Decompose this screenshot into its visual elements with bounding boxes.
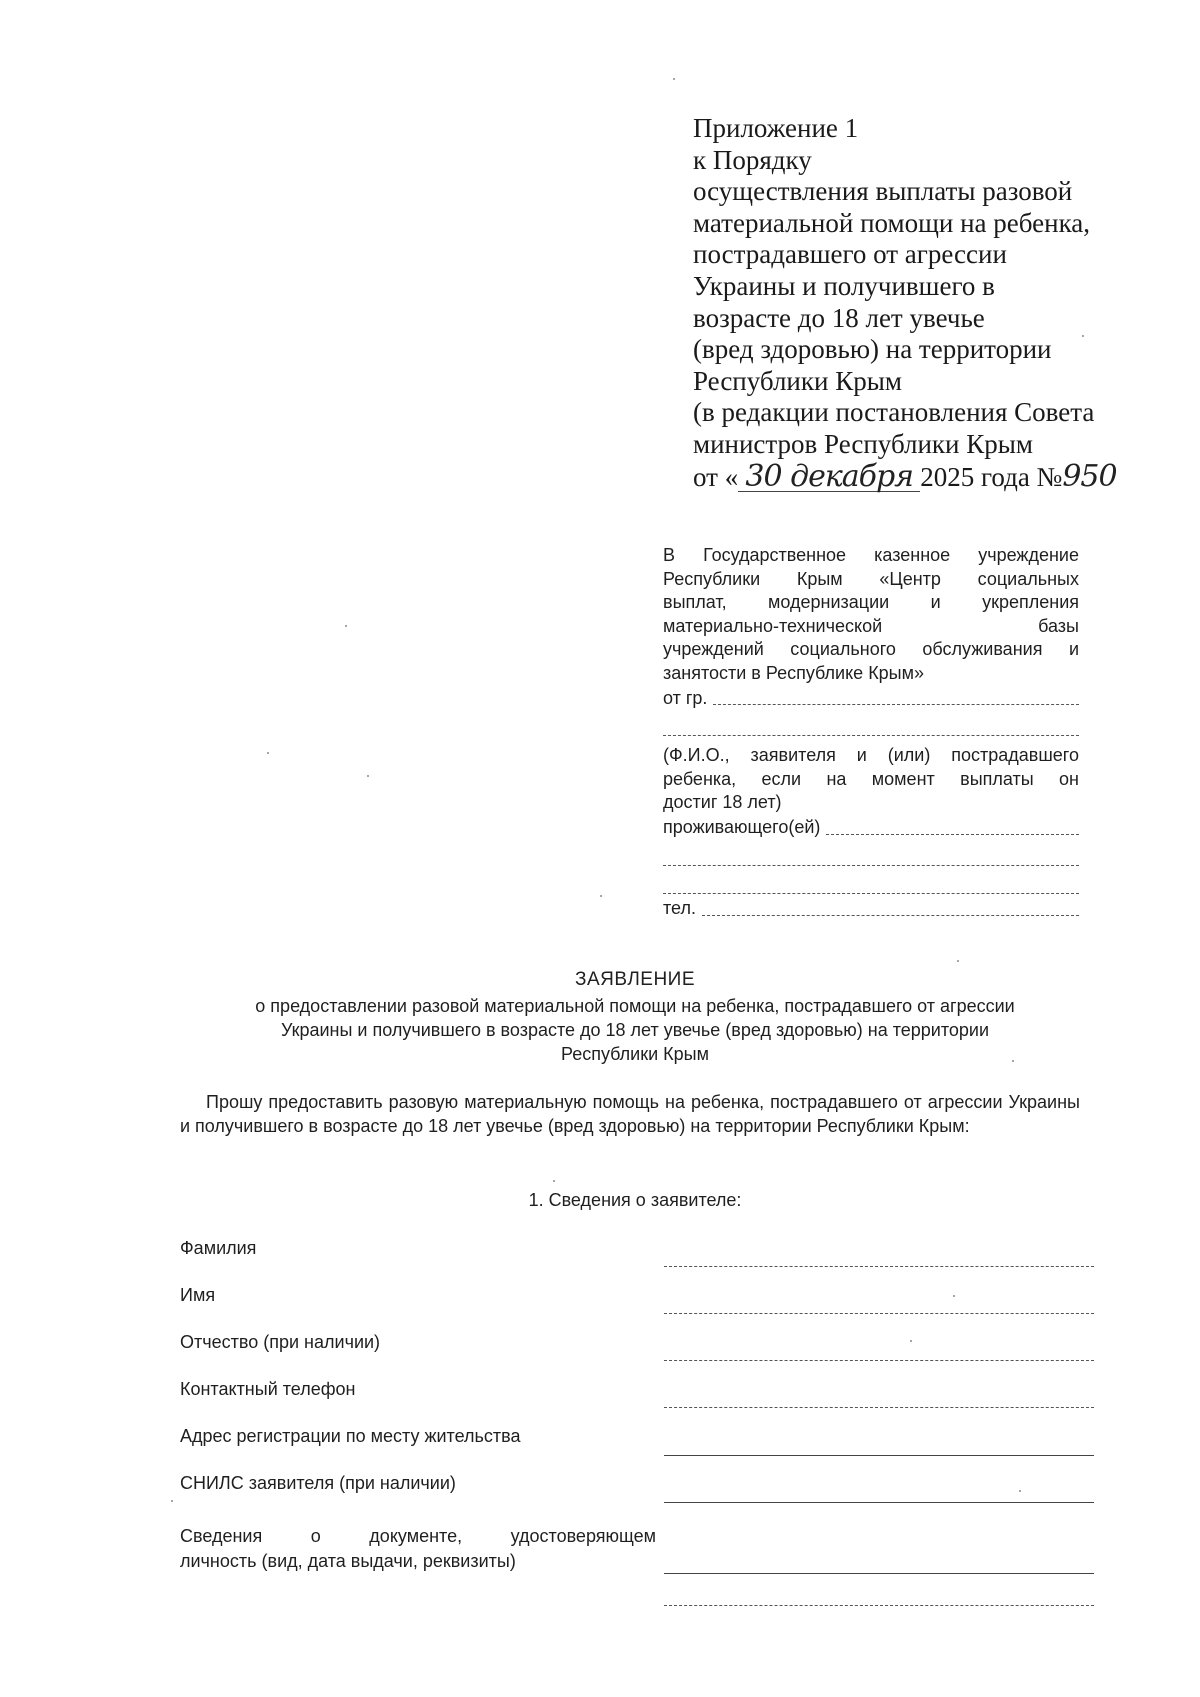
scan-speck [1019,1490,1021,1492]
phone-label: тел. [663,898,696,918]
date-year: 2025 года № [920,461,1063,492]
institution-line-1: В Государственное казенное учреждение [663,545,1079,565]
fio-hint-line-2: ребенка, если на момент выплаты он [663,768,1079,789]
institution-line-5: учреждений социального обслуживания и [663,639,1079,659]
field-label-phone: Контактный телефон [180,1379,356,1399]
from-fill-line[interactable] [713,704,1079,705]
field-line-surname[interactable] [664,1266,1094,1267]
section-1-title: 1. Сведения о заявителе: [528,1190,742,1210]
field-line-phone[interactable] [664,1407,1094,1408]
resolution-date-line [693,458,1193,494]
appendix-line-2: к Порядку [693,144,812,175]
scan-speck [910,1340,912,1342]
field-label-registration-address: Адрес регистрации по месту жительства [180,1426,521,1446]
appendix-header [693,113,1193,492]
residing-fill-line[interactable] [826,834,1079,835]
field-label-name: Имя [180,1285,216,1305]
phone-fill-line[interactable] [702,915,1079,916]
field-line-id-document[interactable] [664,1573,1094,1574]
statement-heading: ЗАЯВЛЕНИЕ [574,969,696,990]
appendix-line-4: материальной помощи на ребенка, [693,207,1091,238]
field-line-patronymic[interactable] [664,1360,1094,1361]
address-fill-line-2[interactable] [663,868,1079,894]
appendix-line-7: возрасте до 18 лет увечье [693,302,985,333]
field-label-snils: СНИЛС заявителя (при наличии) [180,1473,456,1493]
scan-speck [1082,335,1084,337]
scan-speck [953,1295,955,1297]
field-line-id-document-2[interactable] [664,1605,1094,1606]
institution-line-4: материально-технической базы [663,615,1079,636]
appendix-line-9: Республики Крым [693,365,902,396]
scan-speck [553,1180,555,1182]
scan-speck [1012,1060,1014,1062]
from-label: от гр. [663,687,708,708]
field-line-name[interactable] [664,1313,1094,1314]
residing-row [663,815,1079,840]
residing-label: проживающего(ей) [663,817,821,837]
id-document-line-2: личность (вид, дата выдачи, реквизиты) [180,1551,516,1571]
handwritten-number: 950 [1062,458,1117,494]
appendix-line-10: (в редакции постановления Совета [693,397,1095,428]
statement-subtitle-line-3: Республики Крым [561,1044,709,1064]
field-line-snils[interactable] [664,1502,1094,1503]
from-row [663,685,1079,710]
addressee-block [663,544,1079,921]
appendix-line-11: министров Республики Крым [693,428,1033,459]
field-label-id-document [180,1524,656,1574]
appendix-line-5: пострадавшего от агрессии [693,239,1007,270]
appendix-line-6: Украины и получившего в [693,270,995,301]
fio-hint-line-3: достиг 18 лет) [663,792,782,812]
institution-line-6: занятости в Республике Крым» [663,662,925,683]
scan-speck [171,1500,173,1502]
field-line-registration-address[interactable] [664,1455,1094,1456]
statement-subtitle-line-1: о предоставлении разовой материальной помощи на ребенка, пострадавшего от агрессии [255,996,1015,1016]
scan-speck [673,78,675,80]
appendix-line-1: Приложение 1 [693,113,859,143]
handwritten-date: 30 декабря [738,461,920,492]
institution-line-2: Республики Крым «Центр социальных [663,568,1079,589]
statement-title [160,968,1110,1066]
scan-speck [957,960,959,962]
field-label-patronymic: Отчество (при наличии) [180,1332,381,1352]
appendix-line-8: (вред здоровью) на территории [693,334,1052,365]
request-paragraph: Прошу предоставить разовую материальную помощь на ребенка, пострадавшего от агрессии Украины и получившего в возрасте до 18 лет увечье (вред здоровью) на территории Республики Крым: [180,1092,1080,1136]
scan-speck [600,895,602,897]
from-fill-line-2[interactable] [663,710,1079,736]
scan-speck [345,625,347,627]
statement-subtitle-line-2: Украины и получившего в возрасте до 18 лет увечье (вред здоровью) на территории [280,1020,990,1040]
appendix-line-3: осуществления выплаты разовой [693,176,1073,207]
institution-line-3: выплат, модернизации и укрепления [663,592,1079,612]
id-document-line-1: Сведения о документе, удостоверяющем [180,1526,656,1546]
date-prefix: от « [693,461,739,492]
fio-hint-line-1: (Ф.И.О., заявителя и (или) пострадавшего [663,745,1079,765]
scan-speck [367,775,369,777]
address-fill-line-1[interactable] [663,840,1079,866]
scan-speck [267,752,269,754]
phone-row [663,896,1079,921]
field-label-surname: Фамилия [180,1238,257,1258]
